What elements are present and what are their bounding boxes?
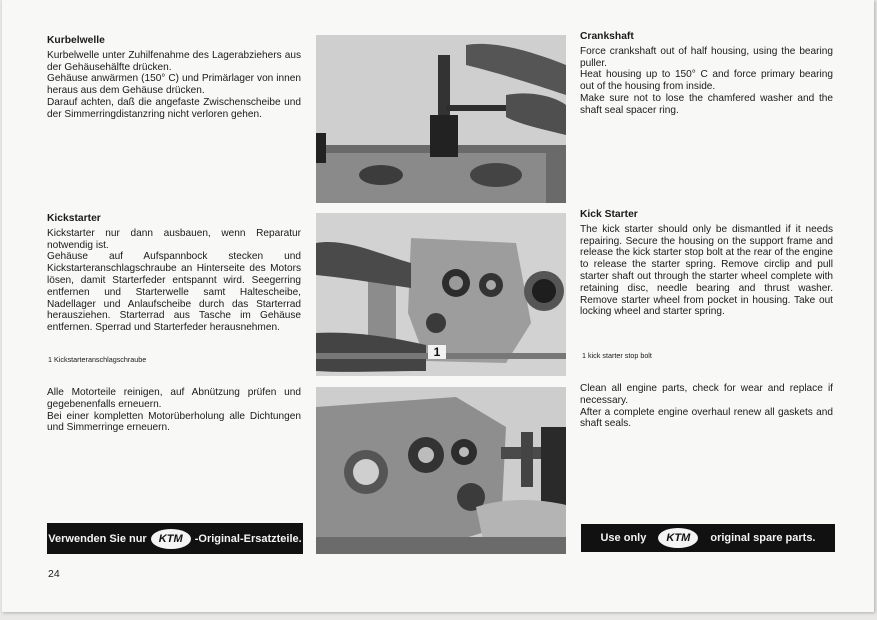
photo-crankshaft-puller [316,35,566,203]
en-kickstarter-section [580,209,833,318]
de-crankshaft-p3: Darauf achten, daß die angefaste Zwischenscheibe und der Simmerringdistanzring nicht verloren gehen. [47,96,301,120]
en-crankshaft-p2: Heat housing up to 150° C and force primary bearing out of the housing from inside. [580,69,833,93]
de-clean-section [47,387,301,434]
de-clean-p2: Bei einer kompletten Motorüberholung alle Dichtungen und Simmerringe erneuern. [47,410,301,434]
en-original-parts-banner [581,524,835,552]
en-crankshaft-p1: Force crankshaft out of half housing, using the bearing puller. [580,45,833,69]
manual-page [2,0,874,612]
de-kickstarter-caption: 1 Kickstarteranschlagschraube [48,355,147,364]
de-banner-text-before: Verwenden Sie nur [48,532,147,545]
de-crankshaft-p2: Gehäuse anwärmen (150° C) und Primärlager von innen heraus aus dem Gehäuse drücken. [47,73,301,97]
de-kickstarter-p1: Kickstarter nur dann ausbauen, wenn Reparatur notwendig ist. [47,227,301,251]
de-banner-text-after: -Original-Ersatzteile. [194,532,302,545]
de-original-parts-banner [47,523,303,554]
en-banner-text-after: original spare parts. [710,532,816,544]
en-kickstarter-p1: The kick starter should only be dismantled if it needs repairing. Secure the housing on the support frame and release the kick starter stop bolt at the rear of the engine to release the starter spring. Remove circlip and pull starter shaft out through the starter wheel complete with retaining disc, needle bearing and thrust washer. Remove starter wheel from pocket in housing. Take out locking wheel and starter spring. [580,223,833,318]
en-clean-section [580,383,833,430]
ktm-logo: KTM [658,528,698,548]
en-crankshaft-p3: Make sure not to lose the chamfered washer and the shaft seal spacer ring. [580,92,833,116]
photo-callout-1: 1 [433,345,441,359]
en-crankshaft-section [580,31,833,117]
photo-kickstarter-housing [316,213,566,376]
en-kickstarter-caption: 1 kick starter stop bolt [582,351,652,360]
de-kickstarter-p2: Gehäuse auf Aufspannbock stecken und Kickstarteranschlagschraube an Hinterseite des Motors lösen, damit Starterfeder entspannt wird. Seegerring entfernen und Starterwelle samt Haltescheibe, Nadellager und Anlaufscheibe durch das Starterrad herausziehen. Starterrad aus Tasche im Gehäuse entfernen. Sperrad und Starterfeder herausnehmen. [47,251,301,334]
de-clean-p1: Alle Motorteile reinigen, auf Abnützung prüfen und gegebenenfalls erneuern. [47,387,301,410]
photo-engine-cleaning [316,387,566,554]
de-crankshaft-section [47,35,301,121]
en-clean-p1: Clean all engine parts, check for wear and replace if necessary. [580,383,833,406]
en-clean-p2: After a complete engine overhaul renew all gaskets and shaft seals. [580,406,833,430]
de-kickstarter-title: Kickstarter [47,213,101,224]
de-kickstarter-section [47,213,301,334]
ktm-logo: KTM [151,529,191,549]
en-crankshaft-title: Crankshaft [580,31,634,42]
en-banner-text-before: Use only [600,532,647,544]
en-kickstarter-title: Kick Starter [580,209,638,220]
de-crankshaft-title: Kurbelwelle [47,35,105,46]
de-crankshaft-p1: Kurbelwelle unter Zuhilfenahme des Lagerabziehers aus der Gehäusehälfte drücken. [47,49,301,73]
page-number: 24 [48,568,60,580]
